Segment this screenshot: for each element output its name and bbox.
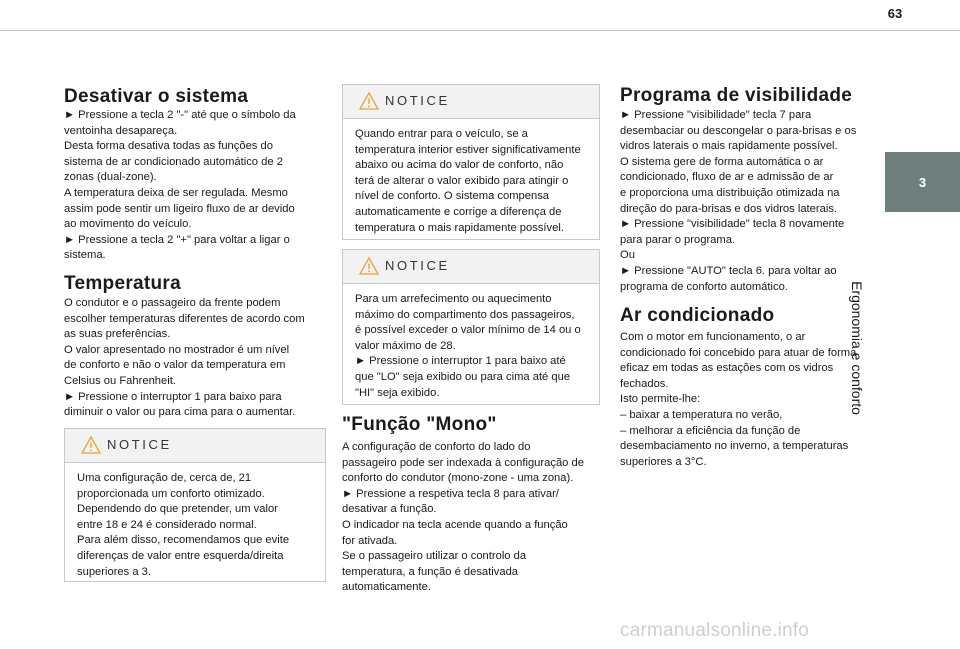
text-line: Uma configuração de, cerca de, 21	[77, 472, 252, 484]
text-line: ao movimento do veículo.	[64, 218, 192, 231]
text-line: zonas (dual-zone).	[64, 171, 157, 184]
text-line: sistema de ar condicionado automático de 2	[64, 155, 283, 168]
text-line: vidros laterais o mais rapidamente possível.	[620, 140, 838, 153]
text-line: ► Pressione o interruptor 1 para baixo para	[64, 390, 282, 403]
text-line: é possível exceder o valor mínimo de 14 ou o	[355, 324, 581, 337]
text-line: ► Pressione a respetiva tecla 8 para ativar/	[342, 487, 559, 500]
text-line: automaticamente.	[342, 581, 431, 594]
text-line: direção do para-brisas e dos vidros laterais.	[620, 202, 838, 215]
text-line: abaixo ou acima do valor de conforto, não	[355, 159, 564, 172]
text-line: desembaciamento no inverno, a temperaturas	[620, 440, 849, 453]
text-line: assim pode sentir um ligeiro fluxo de ar devido	[64, 202, 295, 215]
text-line: proporcionada um conforto otimizado.	[77, 487, 265, 500]
text-line: condicionado, fluxo de ar e admissão de ar	[620, 171, 834, 184]
text-line: – melhorar a eficiência da função de	[620, 424, 801, 437]
text-line: passageiro pode ser indexada à configuração de	[342, 456, 584, 469]
notice-title: NOTICE	[385, 258, 450, 273]
heading-desativar: Desativar o sistema	[64, 86, 249, 107]
text-line: Para além disso, recomendamos que evite	[77, 534, 290, 547]
notice-box-2	[342, 84, 600, 240]
notice-body	[343, 119, 599, 236]
text-line: eficaz em todas as estações com os vidros	[620, 362, 834, 375]
text-line: for ativada.	[342, 534, 398, 547]
text-temperatura	[64, 296, 326, 421]
warning-icon	[359, 91, 379, 111]
text-line: ► Pressione a tecla 2 "-" até que o símbolo da	[64, 109, 296, 121]
text-line: terá de alterar o valor exibido para atingir o	[355, 174, 569, 187]
text-line: sistema.	[64, 249, 106, 262]
text-line: superiores a 3°C.	[620, 455, 707, 468]
text-line: entre 18 e 24 é considerado normal.	[77, 518, 257, 531]
heading-ar-condicionado: Ar condicionado	[620, 305, 775, 326]
text-line: "HI" seja exibido.	[355, 386, 440, 399]
notice-title: NOTICE	[385, 93, 450, 108]
text-line: e proporciona uma distribuição otimizada na	[620, 186, 840, 199]
chapter-tab-number: 3	[918, 174, 927, 190]
text-line: superiores a 3.	[77, 565, 152, 578]
text-line: fechados.	[620, 377, 669, 390]
header-rule	[0, 30, 960, 31]
text-line: ► Pressione "visibilidade" tecla 7 para	[620, 109, 812, 121]
text-line: Para um arrefecimento ou aquecimento	[355, 293, 552, 305]
warning-icon	[359, 256, 379, 276]
text-line: ► Pressione "visibilidade" tecla 8 novamente	[620, 218, 845, 231]
heading-funcao-mono: "Função "Mono"	[342, 414, 497, 435]
notice-header	[65, 429, 325, 463]
text-line: máximo do compartimento dos passageiros,	[355, 308, 575, 321]
text-line: Isto permite-lhe:	[620, 393, 701, 406]
text-line: as suas preferências.	[64, 328, 171, 341]
text-line: que "LO" seja exibido ou para cima até que	[355, 370, 571, 383]
text-line: escolher temperaturas diferentes de acordo com	[64, 312, 305, 325]
text-line: programa de conforto automático.	[620, 280, 788, 293]
chapter-tab[interactable]	[885, 152, 960, 212]
text-line: valor máximo de 28.	[355, 339, 456, 352]
text-line: temperatura interior estiver significativamente	[355, 143, 581, 156]
notice-header	[343, 250, 599, 284]
notice-body	[65, 463, 325, 580]
text-line: conforto do condutor (mono-zone - uma zona).	[342, 472, 574, 485]
text-line: Com o motor em funcionamento, o ar	[620, 331, 806, 343]
text-line: para parar o programa.	[620, 233, 736, 246]
text-line: nível de conforto. O sistema compensa	[355, 190, 550, 203]
text-visibilidade	[620, 108, 870, 295]
text-line: ► Pressione a tecla 2 "+" para voltar a ligar o	[64, 233, 290, 246]
text-line: temperatura, a função é desativada	[342, 565, 519, 578]
text-line: Ou	[620, 249, 635, 262]
watermark: carmanualsonline.info	[620, 620, 810, 641]
text-line: desativar a função.	[342, 503, 437, 516]
text-line: condicionado foi concebido para atuar de forma	[620, 346, 857, 359]
text-line: ► Pressione o interruptor 1 para baixo até	[355, 355, 566, 368]
heading-temperatura: Temperatura	[64, 273, 181, 294]
text-line: automaticamente e corrige a diferença de	[355, 205, 562, 218]
text-line: Desta forma desativa todas as funções do	[64, 140, 273, 153]
warning-icon	[81, 435, 101, 455]
text-line: temperatura o mais rapidamente possível.	[355, 221, 564, 234]
chapter-title: Ergonomia e conforto	[849, 281, 865, 415]
text-line: A temperatura deixa de ser regulada. Mesmo	[64, 186, 288, 199]
notice-box-3	[342, 249, 600, 405]
text-line: de conforto e não o valor da temperatura em	[64, 359, 286, 372]
text-line: A configuração de conforto do lado do	[342, 441, 531, 453]
text-funcao-mono	[342, 440, 602, 596]
text-line: – baixar a temperatura no verão,	[620, 408, 783, 421]
text-line: O indicador na tecla acende quando a função	[342, 518, 568, 531]
text-line: Celsius ou Fahrenheit.	[64, 374, 176, 387]
text-line: Quando entrar para o veículo, se a	[355, 128, 528, 140]
page-number: 63	[887, 6, 903, 21]
text-line: diminuir o valor ou para cima para o aumentar.	[64, 406, 296, 419]
text-line: O condutor e o passageiro da frente podem	[64, 297, 281, 309]
text-line: Se o passageiro utilizar o controlo da	[342, 550, 527, 563]
text-line: desembaciar ou descongelar o para-brisas e os	[620, 124, 857, 137]
text-line: ► Pressione "AUTO" tecla 6. para voltar ao	[620, 264, 837, 277]
heading-visibilidade: Programa de visibilidade	[620, 85, 853, 106]
notice-box-1	[64, 428, 326, 582]
notice-title: NOTICE	[107, 437, 172, 452]
text-line: diferenças de valor entre esquerda/direita	[77, 549, 284, 562]
text-ar-condicionado	[620, 330, 870, 470]
notice-body	[343, 284, 599, 401]
text-desativar	[64, 108, 326, 264]
text-line: ventoinha desapareça.	[64, 124, 178, 137]
text-line: O sistema gere de forma automática o ar	[620, 155, 824, 168]
notice-header	[343, 85, 599, 119]
text-line: Dependendo do que pretender, um valor	[77, 503, 278, 516]
text-line: O valor apresentado no mostrador é um nível	[64, 343, 290, 356]
